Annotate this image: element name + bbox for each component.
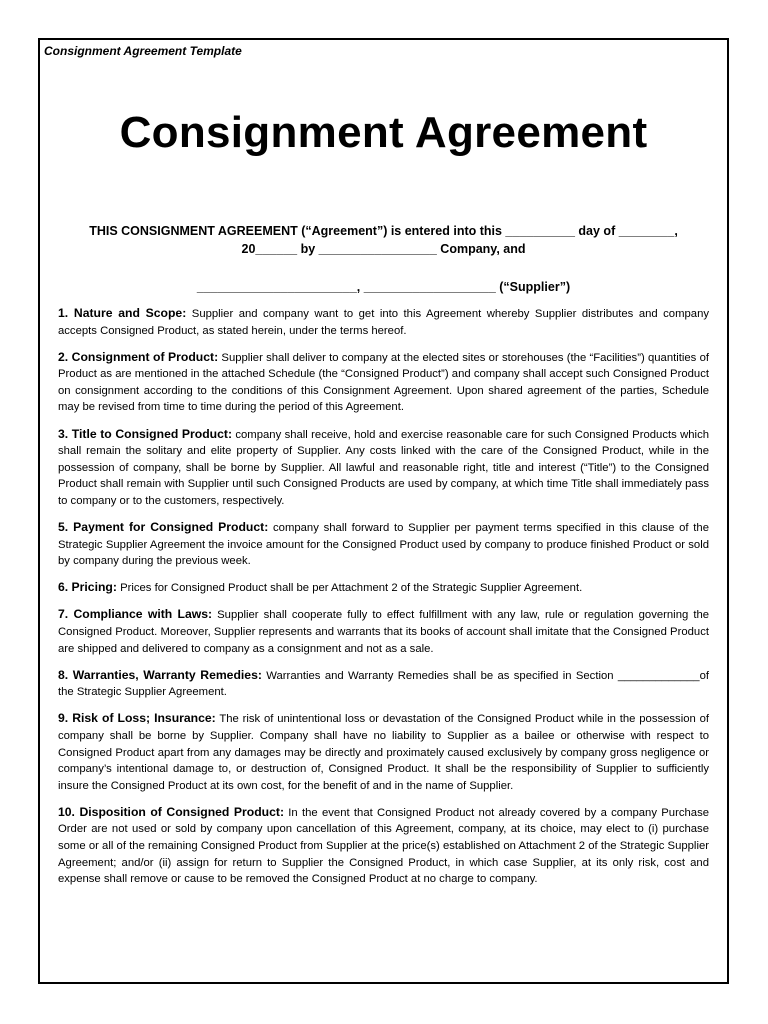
clause-nature-and-scope [58,305,709,339]
clause-warranties [58,667,709,701]
clause-heading: 1. Nature and Scope: [58,306,187,320]
clause-text: Prices for Consigned Product shall be per Attachment 2 of the Strategic Supplier Agreement. [120,582,583,595]
template-label: Consignment Agreement Template [44,44,242,58]
document-page [38,38,729,984]
clause-heading: 6. Pricing: [58,580,117,595]
clause-heading: 3. Title to Consigned Product: [58,426,232,441]
clause-text: The risk of unintentional loss or devastation of the Consigned Product while in the possession of company shall be borne by Supplier. Company shall have no liability to Supplier as a bailee or otherwise with respect to Consigned Product apart from any damages may be directly and proximately caused exclusively by company gross negligence or company’s intentional damage to, or destruction of, Consigned Product. It shall be the responsibility of Supplier to sufficiently insure the Consigned Product at its own cost, for the benefit of and in the name of Supplier. [58,713,710,792]
intro-line-3: _______________________, ___________________ (“Supplier”) [196,280,571,294]
clauses-list [58,305,709,897]
clause-disposition [58,804,709,888]
clause-title-to-consigned-product [58,426,709,510]
clause-heading: 9. Risk of Loss; Insurance: [58,711,216,726]
intro-line-2: 20______ by _________________ Company, and [241,242,526,256]
clause-text: In the event that Consigned Product not already covered by a company Purchase Order are not used or sold by company upon cancellation of this Agreement, company, at its choice, may elect to (i) purchase some or all of the remaining Consigned Product from Supplier at the price(s) established on Attachment 2 of the Strategic Supplier Agreement; and/or (ii) assign for return to Supplier the Consigned Product, in which case Supplier, at its only risk, cost and expense shall remove or cause to be removed the Consigned Product at no charge to company. [58,806,709,886]
clause-heading: 2. Consignment of Product: [58,349,219,364]
clause-text: Supplier and company want to get into this Agreement whereby Supplier distributes and company accepts Consigned Product, as stated herein, under the terms hereof. [58,308,709,337]
document-title: Consignment Agreement [119,108,648,157]
clause-pricing [58,579,709,597]
intro-line-1: THIS CONSIGNMENT AGREEMENT (“Agreement”) is entered into this __________ day of ________, [89,224,678,238]
clause-text: company shall forward to Supplier per payment terms specified in this clause of the Strategic Supplier Agreement the invoice amount for the Consigned Product used by company to produce finished Product or sold by company during the previous week. [58,522,709,568]
clause-heading: 10. Disposition of Consigned Product: [58,804,284,819]
clause-heading: 8. Warranties, Warranty Remedies: [58,667,262,682]
agreement-intro [58,222,709,296]
clause-compliance-with-laws [58,606,709,657]
clause-payment [58,519,709,570]
clause-text: company shall receive, hold and exercise reasonable care for such Consigned Products which shall remain the solitary and elite property of Supplier. Any costs linked with the care of the Consigned Product, while in the possession of company, shall be borne by Supplier. All lawful and reasonable right, title and interest (“Title”) to the Consigned Product shall remain with Supplier until such Consigned Products are used by company, at which time Title shall immediately pass to company or to the customers, respectively. [58,428,709,507]
clause-risk-of-loss [58,710,709,794]
clause-text: Supplier shall deliver to company at the elected sites or storehouses (the “Facilities”) quantities of Product as are mentioned in the attached Schedule (the “Consigned Product”) and company shall accept such Consigned Product on consignment according to the conditions of this Consignment Agreement. Upon shared agreement of the parties, Schedule may be revised from time to time during the period of this Agreement. [58,351,710,414]
clause-heading: 7. Compliance with Laws: [58,607,213,622]
clause-text: Supplier shall cooperate fully to effect fulfillment with any law, rule or regulation governing the Consigned Product. Moreover, Supplier represents and warrants that its books of account shall imitate that the Consigned Product are shipped and delivered to company as a consignment and not as a sale. [58,609,710,655]
clause-consignment-of-product [58,349,709,416]
clause-text: Warranties and Warranty Remedies shall be as specified in Section _____________of the Strategic Supplier Agreement. [58,669,709,699]
clause-heading: 5. Payment for Consigned Product: [58,520,269,535]
